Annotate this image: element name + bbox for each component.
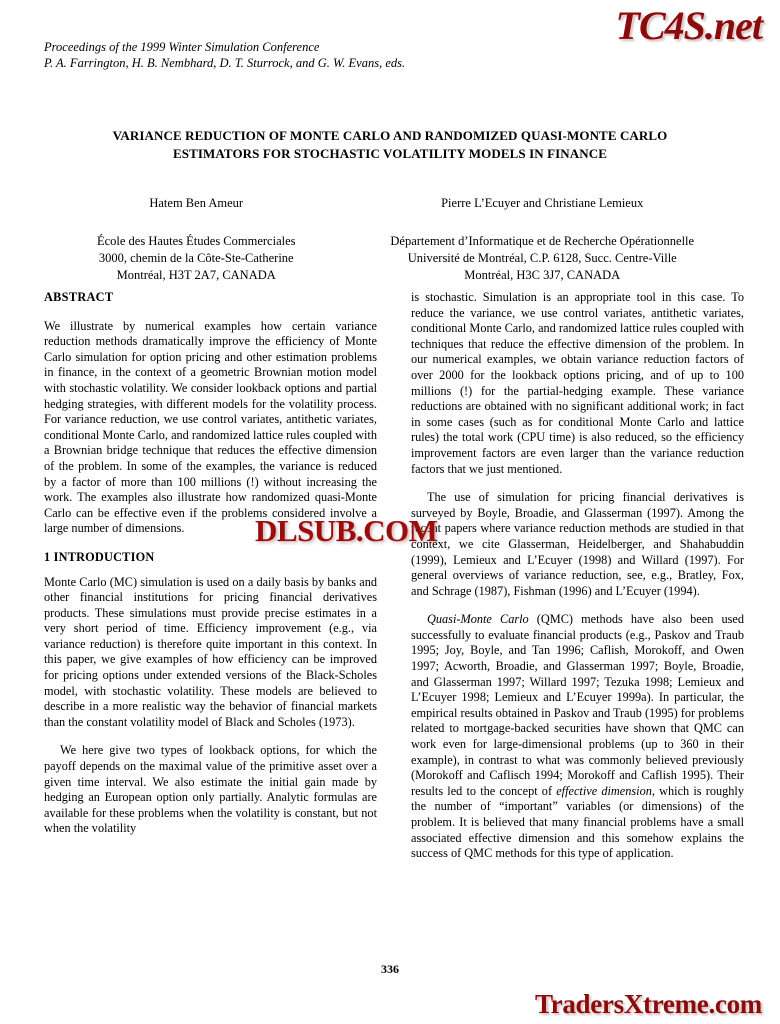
author-affiliation-left (44, 233, 348, 284)
left-column (44, 290, 377, 862)
proceedings-line-1: Proceedings of the 1999 Winter Simulation Conference (44, 40, 320, 54)
right-paragraph-1: is stochastic. Simulation is an appropriate tool in this case. To reduce the variance, we use control variates, antithetic variates, conditional Monte Carlo, and randomized lattice rules coupled with techniques that reduce the effective dimension of the problem. In our numerical examples, we obtain variance reduction factors of over 2000 for the lookback options pricing, and of up to 100 millions (!) for the partial-hedging example. These variance reductions are obtained with no significant additional work; in fact in some cases (such as for conditional Monte Carlo and lattice rules) the total work (CPU time) is also reduced, so the efficiency improvement factors are even larger than the variance reduction factors that we just mentioned. (411, 290, 744, 476)
qmc-body: (QMC) methods have also been used successfully to evaluate financial products (e.g., Paskov and Traub 1995; Joy, Boyle, and Tan 1996; Caflish, Morokoff, and Owen 1997; Acworth, Broadie, and Glasserman 1997; Boyle, Broadie, and Glasserman 1997; Willard 1997; Tezuka 1998; Lemieux and L’Ecuyer 1998; Lemieux and L’Ecuyer 1999a). In particular, the empirical results obtained in Paskov and Traub (1995) for problems related to mortgage-backed securities have shown that QMC can work even for large-dimensional problems (up to 360 in their example), in contrast to what was commonly believed previously (Morokoff and Caflisch 1994; Morokoff and Caflish 1995). Their results led to the concept of (411, 612, 744, 798)
author-affiliation-right (348, 233, 736, 284)
paper-content (44, 40, 736, 284)
author-name-right: Pierre L’Ecuyer and Christiane Lemieux (441, 196, 644, 210)
right-column (411, 290, 744, 862)
author-name-left: Hatem Ben Ameur (149, 196, 244, 210)
title-line-1: VARIANCE REDUCTION OF MONTE CARLO AND RANDOMIZED QUASI-MONTE CARLO (112, 128, 668, 143)
affiliation-line: 3000, chemin de la Côte-Ste-Catherine (98, 251, 294, 265)
watermark-middle: DLSUB.COM (255, 513, 438, 548)
qmc-tail: , which is roughly the number of “important” variables (or dimensions) of the problem. It is believed that many financial problems have a small associated effective dimension and this somehow explains the success of QMC methods for this type of application. (411, 783, 744, 861)
abstract-heading: ABSTRACT (44, 290, 114, 304)
page-number: 336 (381, 962, 399, 976)
page-title (44, 127, 736, 163)
intro-paragraph-2: We here give two types of lookback options, for which the payoff depends on the maximal value of the primitive asset over a given time interval. We also estimate the initial gain made by hedging an European option only partially. Analytic formulas are available for these problems when the volatility is constant, but not when the volatility (44, 743, 377, 836)
title-line-2: ESTIMATORS FOR STOCHASTIC VOLATILITY MODELS IN FINANCE (173, 146, 607, 161)
affiliation-line: Université de Montréal, C.P. 6128, Succ. Centre-Ville (407, 251, 677, 265)
affiliation-line: École des Hautes Études Commerciales (96, 234, 296, 248)
qmc-italic-lead: Quasi-Monte Carlo (427, 612, 529, 627)
affiliation-line: Montréal, H3T 2A7, CANADA (116, 268, 276, 282)
section-heading-introduction: 1 INTRODUCTION (44, 549, 155, 564)
right-paragraph-2: The use of simulation for pricing financial derivatives is surveyed by Boyle, Broadie, and Glasserman (1997). Among the recent papers where variance reduction methods are studied in that context, we cite Glasserman, Heidelberger, and Shahabuddin (1999), Lemieux and L’Ecuyer (1998) and Willard (1997). For general overviews of variance reduction, see, e.g., Bratley, Fox, and Schrage (1987), Fishman (1996) and L’Ecuyer (1994). (411, 490, 744, 598)
body-columns (44, 290, 744, 862)
proceedings-line-2: P. A. Farrington, H. B. Nembhard, D. T. Sturrock, and G. W. Evans, eds. (44, 55, 406, 70)
author-column-left (44, 195, 348, 284)
intro-paragraph-1: Monte Carlo (MC) simulation is used on a daily basis by banks and other financial institutions for pricing financial derivatives products. These simulations must provide precise estimates in a very short period of time. Efficiency improvement (e.g., via variance reduction) is therefore quite important in this context. In this paper, we give examples of how efficiency can be improved for pricing options under extended versions of the Black-Scholes model, with stochastic volatility. These models are believed to describe in a more realistic way the behavior of financial markets than the constant volatility model of Black and Scholes (1973). (44, 574, 377, 729)
abstract-paragraph: We illustrate by numerical examples how certain variance reduction methods dramatically improve the efficiency of Monte Carlo simulation for option pricing and other estimation problems in finance, in the context of a geometric Brownian motion model with stochastic volatility. We consider lookback options and partial hedging strategies, with different models for the volatility process. For variance reduction, we use control variates, antithetic variates, conditional Monte Carlo, and randomized lattice rules coupled with a Brownian bridge technique that reduces the effective dimension of the problem. In some of the examples, the variance is reduced by a factor of more than 100 millions (!) without increasing the work. The examples also illustrate how randomized quasi-Monte Carlo can be effective even if the problems considered involve a large number of dimensions. (44, 318, 377, 536)
right-paragraph-3 (411, 612, 744, 862)
effective-dimension-italic: effective dimension (556, 783, 652, 798)
author-block (44, 195, 736, 284)
affiliation-line: Montréal, H3C 3J7, CANADA (464, 268, 621, 282)
watermark-top: TC4S.net (615, 3, 762, 48)
author-column-right (348, 195, 736, 284)
affiliation-line: Département d’Informatique et de Recherche Opérationnelle (390, 234, 695, 248)
watermark-bottom: TradersXtreme.com (534, 989, 762, 1019)
